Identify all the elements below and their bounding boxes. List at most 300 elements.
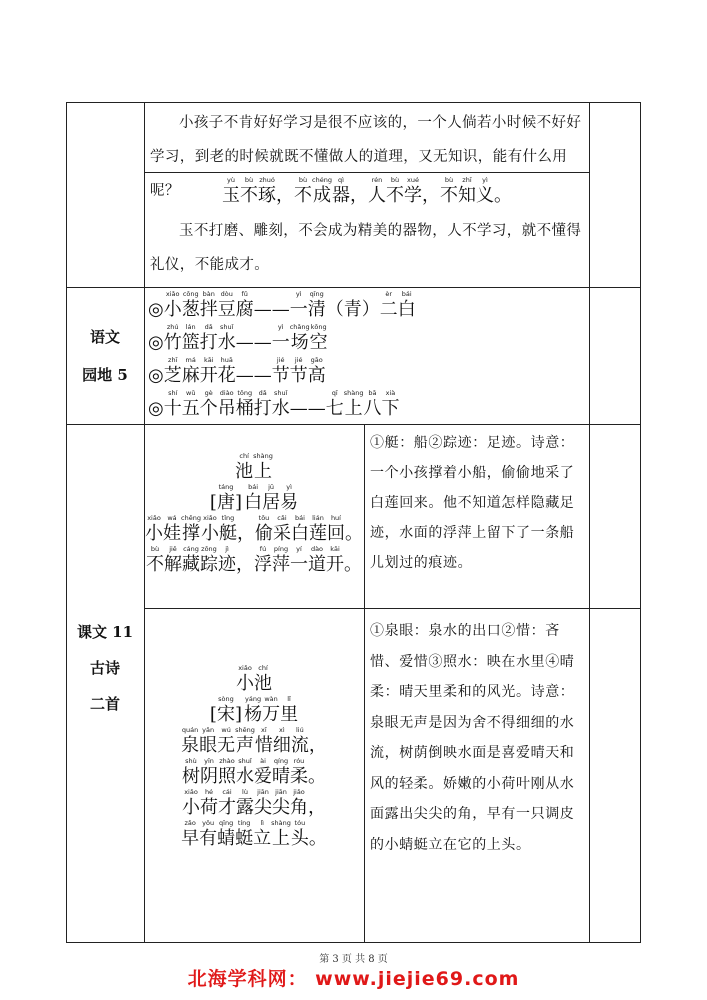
hanzi: 白 xyxy=(244,492,263,513)
hanzi: ] xyxy=(234,704,242,725)
char-with-pinyin xyxy=(236,757,254,788)
row1-explanation: 玉不打磨、雕刻，不会成为精美的器物，人不学习，就不懂得礼仪，不能成才。 xyxy=(150,223,582,273)
pinyin: xiǎo xyxy=(147,514,161,522)
hanzi: 有 xyxy=(199,828,218,849)
hanzi: 高 xyxy=(307,365,326,386)
proverb-line xyxy=(144,176,590,207)
hanzi: 浮 xyxy=(254,554,272,575)
poem2-block xyxy=(144,664,364,850)
hanzi: 水 xyxy=(236,766,254,787)
hanzi: 蜻 xyxy=(217,828,236,849)
hanzi: 树 xyxy=(182,766,200,787)
char-with-pinyin xyxy=(240,176,258,207)
char-with-pinyin xyxy=(255,726,273,757)
char-with-pinyin xyxy=(148,290,164,321)
hanzi: 头 xyxy=(290,828,309,849)
char-with-pinyin xyxy=(164,356,182,387)
char-with-pinyin xyxy=(309,819,327,850)
poem-line xyxy=(144,757,364,788)
char-with-pinyin xyxy=(380,290,398,321)
pinyin: bái xyxy=(248,483,259,491)
hanzi: 小 xyxy=(236,673,254,694)
row3-label-line1: 课文 11 xyxy=(76,623,134,641)
hanzi: 白 xyxy=(397,299,416,320)
pinyin xyxy=(212,483,214,492)
hanzi: 流 xyxy=(290,735,309,756)
pinyin xyxy=(353,514,355,523)
pinyin xyxy=(237,483,239,492)
pinyin: yáng xyxy=(245,695,262,703)
char-with-pinyin xyxy=(182,323,200,354)
hanzi: 踪 xyxy=(200,554,218,575)
hanzi: 花 xyxy=(217,365,236,386)
pinyin xyxy=(271,290,273,299)
char-with-pinyin xyxy=(273,514,291,545)
char-with-pinyin xyxy=(235,452,253,483)
char-with-pinyin xyxy=(236,389,254,420)
pinyin xyxy=(316,788,318,797)
char-with-pinyin xyxy=(181,514,201,545)
char-with-pinyin xyxy=(163,514,181,545)
pinyin: shēng xyxy=(235,726,255,734)
hanzi: 白 xyxy=(290,523,309,544)
hanzi: 角 xyxy=(290,797,308,818)
hanzi: 水 xyxy=(271,398,290,419)
char-with-pinyin xyxy=(291,726,309,757)
char-with-pinyin xyxy=(345,514,363,545)
char-with-pinyin xyxy=(236,545,254,576)
hanzi: 豆 xyxy=(217,299,236,320)
pinyin: tǒng xyxy=(237,389,253,397)
char-with-pinyin xyxy=(254,664,272,695)
hanzi: 。 xyxy=(344,523,363,544)
hanzi: 易 xyxy=(280,492,299,513)
row2-label xyxy=(66,318,144,394)
pinyin: shuǐ xyxy=(220,323,234,331)
hanzi: 娃 xyxy=(163,523,182,544)
pinyin xyxy=(253,323,255,332)
char-with-pinyin xyxy=(244,483,262,514)
pinyin: lù xyxy=(242,788,248,796)
char-with-pinyin xyxy=(164,545,182,576)
hanzi: 小 xyxy=(163,299,182,320)
char-with-pinyin xyxy=(326,389,344,420)
hanzi: 拌 xyxy=(199,299,218,320)
char-with-pinyin xyxy=(253,819,271,850)
pinyin: yì xyxy=(286,483,292,491)
hanzi: 成 xyxy=(312,185,331,206)
pinyin: tōu xyxy=(258,514,270,522)
pinyin: yì xyxy=(482,176,488,184)
hanzi: 藏 xyxy=(182,554,200,575)
pinyin: yì xyxy=(277,323,284,331)
pinyin: jì xyxy=(225,545,229,553)
hanzi: 打 xyxy=(199,332,218,353)
hanzi: 不 xyxy=(294,185,313,206)
pinyin: gāo xyxy=(310,356,323,364)
char-with-pinyin xyxy=(255,514,273,545)
hanzi: 小 xyxy=(182,797,200,818)
char-with-pinyin xyxy=(218,389,236,420)
char-with-pinyin xyxy=(182,757,200,788)
char-with-pinyin xyxy=(182,788,200,819)
pinyin xyxy=(316,757,318,766)
char-with-pinyin xyxy=(218,356,236,387)
pinyin: dǎ xyxy=(258,389,267,397)
hanzi: ， xyxy=(236,554,254,575)
hanzi: ◎ xyxy=(148,398,164,419)
hanzi: 莲 xyxy=(308,523,327,544)
pinyin: yù xyxy=(227,176,235,184)
pinyin xyxy=(317,726,319,735)
pinyin: xiǎo xyxy=(165,290,180,298)
hanzi: 照 xyxy=(218,766,236,787)
hanzi: 宋 xyxy=(216,704,235,725)
char-with-pinyin xyxy=(312,176,332,207)
row3-inner-divider xyxy=(144,608,641,609)
char-with-pinyin xyxy=(350,176,368,207)
hanzi: 不 xyxy=(385,185,404,206)
hanzi: 晴 xyxy=(272,766,290,787)
hanzi: 一 xyxy=(290,554,308,575)
pinyin xyxy=(307,389,309,398)
hanzi: 麻 xyxy=(181,365,200,386)
char-with-pinyin xyxy=(308,757,326,788)
char-with-pinyin xyxy=(181,726,199,757)
char-with-pinyin xyxy=(236,356,272,387)
hanzi: 上 xyxy=(344,398,363,419)
pinyin: má xyxy=(185,356,196,364)
poem-title xyxy=(144,452,364,483)
char-with-pinyin xyxy=(164,290,182,321)
char-with-pinyin xyxy=(363,389,381,420)
pinyin: yīn xyxy=(204,757,214,765)
hanzi: 里 xyxy=(280,704,299,725)
hanzi: 一 xyxy=(271,332,290,353)
char-with-pinyin xyxy=(308,545,326,576)
char-with-pinyin xyxy=(476,176,494,207)
char-with-pinyin xyxy=(217,726,235,757)
char-with-pinyin xyxy=(210,483,217,514)
pinyin: fǔ xyxy=(241,290,248,298)
hanzi: 尖 xyxy=(254,797,272,818)
hanzi: 义 xyxy=(475,185,494,206)
char-with-pinyin xyxy=(236,788,254,819)
pinyin: zhú xyxy=(166,323,179,331)
hanzi: 。 xyxy=(308,766,326,787)
hanzi: 不 xyxy=(146,554,164,575)
pinyin: cái xyxy=(222,788,232,796)
pinyin: chǎng xyxy=(289,323,310,331)
hanzi: [ xyxy=(209,492,217,513)
pinyin: wá xyxy=(167,514,177,522)
row2-label-line1: 语文 xyxy=(89,328,120,346)
hanzi: 二 xyxy=(379,299,398,320)
pinyin: yí xyxy=(296,545,302,553)
pinyin: cáng xyxy=(183,545,199,553)
char-with-pinyin xyxy=(217,695,235,726)
char-with-pinyin xyxy=(273,726,291,757)
char-with-pinyin xyxy=(310,323,328,354)
hanzi: 开 xyxy=(199,365,218,386)
pinyin: jié xyxy=(294,356,303,364)
char-with-pinyin xyxy=(200,290,218,321)
hanzi: 道 xyxy=(308,554,326,575)
pinyin: píng xyxy=(273,545,289,553)
char-with-pinyin xyxy=(218,757,236,788)
pinyin: kāi xyxy=(203,356,214,364)
pinyin xyxy=(245,514,247,523)
hanzi: 一 xyxy=(289,299,308,320)
pinyin: qī xyxy=(331,389,338,397)
hanzi: 撑 xyxy=(181,523,200,544)
pinyin: lián xyxy=(312,514,324,522)
hanzi: 五 xyxy=(181,398,200,419)
pinyin: lì xyxy=(260,819,264,827)
pinyin: zhuó xyxy=(259,176,275,184)
pinyin: huā xyxy=(220,356,233,364)
pinyin: hé xyxy=(204,788,214,796)
hanzi: 上 xyxy=(254,461,272,482)
char-with-pinyin xyxy=(236,664,254,695)
row-divider-2 xyxy=(66,424,641,425)
hanzi: 八 xyxy=(363,398,382,419)
pinyin: tóu xyxy=(294,819,306,827)
hanzi: 阴 xyxy=(200,766,218,787)
char-with-pinyin xyxy=(222,176,240,207)
pinyin: dào xyxy=(310,545,324,553)
char-with-pinyin xyxy=(344,389,364,420)
hanzi: 早 xyxy=(181,828,200,849)
char-with-pinyin xyxy=(236,323,272,354)
pinyin xyxy=(155,389,157,398)
table-border-right xyxy=(640,102,641,942)
char-with-pinyin xyxy=(200,389,218,420)
pinyin: qīng xyxy=(309,290,324,298)
char-with-pinyin xyxy=(200,788,218,819)
pinyin: xiǎo xyxy=(203,514,217,522)
pinyin: shù xyxy=(185,757,197,765)
table-border-top xyxy=(66,102,641,103)
pinyin: qīng xyxy=(219,819,234,827)
hanzi: 个 xyxy=(199,398,218,419)
char-with-pinyin xyxy=(200,545,218,576)
hanzi: 回 xyxy=(326,523,345,544)
char-with-pinyin xyxy=(254,788,272,819)
pinyin: sòng xyxy=(218,695,234,703)
row3-label-line3: 二首 xyxy=(89,695,120,713)
char-with-pinyin xyxy=(458,176,476,207)
hanzi: ， xyxy=(308,797,326,818)
pinyin: shuǐ xyxy=(274,389,288,397)
pinyin: xiǎo xyxy=(184,788,198,796)
hanzi: 节 xyxy=(271,365,290,386)
pinyin: fú xyxy=(259,545,267,553)
hanzi: 万 xyxy=(262,704,281,725)
pinyin: qì xyxy=(338,176,344,184)
hanzi: 声 xyxy=(235,735,254,756)
char-with-pinyin xyxy=(244,695,262,726)
hanzi: 腐 xyxy=(235,299,254,320)
row2-label-line2: 园地 5 xyxy=(82,366,128,384)
hanzi: 葱 xyxy=(181,299,200,320)
idiom-item xyxy=(148,356,586,387)
hanzi: 器 xyxy=(331,185,350,206)
pinyin xyxy=(352,290,354,299)
table-border-bottom xyxy=(66,942,641,943)
hanzi: 偷 xyxy=(254,523,273,544)
char-with-pinyin xyxy=(327,514,345,545)
pinyin xyxy=(430,176,432,185)
hanzi: [ xyxy=(209,704,217,725)
pinyin xyxy=(244,545,246,554)
hanzi: 水 xyxy=(217,332,236,353)
char-with-pinyin xyxy=(235,483,242,514)
pinyin: wú xyxy=(221,726,231,734)
table-divider-right xyxy=(589,102,590,942)
pinyin: rén xyxy=(371,176,383,184)
char-with-pinyin xyxy=(290,389,326,420)
pinyin: chēng xyxy=(181,514,201,522)
table-border-left xyxy=(66,102,67,942)
poem-line xyxy=(144,514,364,545)
char-with-pinyin xyxy=(398,290,416,321)
hanzi: 解 xyxy=(164,554,182,575)
hanzi: 荷 xyxy=(200,797,218,818)
char-with-pinyin xyxy=(235,819,253,850)
pinyin xyxy=(317,819,319,828)
hanzi: 场 xyxy=(290,332,309,353)
char-with-pinyin xyxy=(182,389,200,420)
poem2-note: ①泉眼：泉水的出口②惜：吝惜、爱惜③照水：映在水里④晴柔：晴天里柔和的风光。诗意：泉眼无声是因为舍不得细细的水流，树荫倒映水面是喜爱晴天和风的轻柔。娇嫩的小荷叶刚从水面露出尖尖的角，早有一只调皮的小蜻蜓立在它的上头。 xyxy=(370,623,575,853)
hanzi: 人 xyxy=(367,185,386,206)
char-with-pinyin xyxy=(332,176,350,207)
pinyin: xué xyxy=(406,176,419,184)
hanzi: 上 xyxy=(272,828,290,849)
hanzi: 十 xyxy=(163,398,182,419)
char-with-pinyin xyxy=(262,483,280,514)
pinyin: bù xyxy=(444,176,454,184)
char-with-pinyin xyxy=(440,176,458,207)
hanzi: 芝 xyxy=(163,365,182,386)
hanzi: 篮 xyxy=(181,332,200,353)
pinyin: chéng xyxy=(312,176,332,184)
pinyin: tǐng xyxy=(221,514,235,522)
char-with-pinyin xyxy=(404,176,422,207)
char-with-pinyin xyxy=(218,788,236,819)
char-with-pinyin xyxy=(254,389,272,420)
char-with-pinyin xyxy=(290,290,308,321)
char-with-pinyin xyxy=(290,356,308,387)
row3-label-line2: 古诗 xyxy=(89,659,120,677)
char-with-pinyin xyxy=(381,389,399,420)
pinyin: bā xyxy=(368,389,377,397)
pinyin: zhī xyxy=(168,356,178,364)
pinyin: jiǎo xyxy=(293,788,305,796)
hanzi: 竹 xyxy=(163,332,182,353)
pinyin xyxy=(358,176,360,185)
pinyin: shí xyxy=(168,389,178,397)
hanzi: ◎ xyxy=(148,299,164,320)
hanzi: 蜓 xyxy=(235,828,254,849)
row3-label xyxy=(66,614,144,722)
hanzi: 惜 xyxy=(254,735,273,756)
char-with-pinyin xyxy=(309,514,327,545)
hanzi: ， xyxy=(236,523,255,544)
char-with-pinyin xyxy=(422,176,440,207)
hanzi: 节 xyxy=(289,365,308,386)
hanzi: ◎ xyxy=(148,365,164,386)
char-with-pinyin xyxy=(294,176,312,207)
pinyin xyxy=(155,356,157,365)
hanzi: 唐 xyxy=(216,492,235,513)
pinyin: táng xyxy=(218,483,234,491)
pinyin: èr xyxy=(385,290,393,298)
page-info: 第 3 页 共 8 页 xyxy=(319,954,388,965)
hanzi: 采 xyxy=(272,523,291,544)
row2-items xyxy=(148,290,586,422)
char-with-pinyin xyxy=(272,757,290,788)
hanzi: 打 xyxy=(253,398,272,419)
pinyin: liú xyxy=(296,726,304,734)
hanzi: 池 xyxy=(254,673,272,694)
hanzi: 小 xyxy=(145,523,164,544)
char-with-pinyin xyxy=(272,389,290,420)
char-with-pinyin xyxy=(258,176,276,207)
char-with-pinyin xyxy=(262,695,280,726)
pinyin: bái xyxy=(295,514,305,522)
poem-line xyxy=(144,788,364,819)
hanzi: 小 xyxy=(200,523,219,544)
hanzi: —— xyxy=(235,365,272,386)
char-with-pinyin xyxy=(308,356,326,387)
hanzi: —— xyxy=(289,398,326,419)
pinyin: tíng xyxy=(237,819,251,827)
hanzi: 艇 xyxy=(218,523,237,544)
pinyin: shàng xyxy=(253,452,273,460)
hanzi: 迹 xyxy=(218,554,236,575)
pinyin xyxy=(155,323,157,332)
pinyin: zōng xyxy=(201,545,217,553)
pinyin: xiǎo xyxy=(238,664,252,672)
pinyin xyxy=(253,356,255,365)
char-with-pinyin xyxy=(326,545,344,576)
hanzi: 露 xyxy=(236,797,254,818)
poem-author xyxy=(144,483,364,514)
char-with-pinyin xyxy=(200,323,218,354)
pinyin: dòu xyxy=(220,290,233,298)
pinyin: xì xyxy=(279,726,285,734)
hanzi: 清 xyxy=(307,299,326,320)
hanzi: 桶 xyxy=(235,398,254,419)
poem1-block xyxy=(144,452,364,576)
char-with-pinyin xyxy=(236,290,254,321)
hanzi: 立 xyxy=(253,828,272,849)
char-with-pinyin xyxy=(182,545,200,576)
pinyin: bù xyxy=(298,176,308,184)
hanzi: 杨 xyxy=(244,704,263,725)
site-brand[interactable]: 北海学科网： www.jiejie69.com xyxy=(187,968,520,990)
pinyin: cōng xyxy=(182,290,199,298)
pinyin: dǎ xyxy=(204,323,213,331)
pinyin: róu xyxy=(293,757,305,765)
char-with-pinyin xyxy=(344,545,362,576)
pinyin: jiān xyxy=(257,788,269,796)
hanzi: 爱 xyxy=(254,766,272,787)
row1-paragraph: 小孩子不肯好好学习是很不应该的，一个人倘若小时候不好好学习，到老的时候就既不懂做人的道理，又无知识，能有什么用呢？ xyxy=(150,115,582,199)
char-with-pinyin xyxy=(210,695,217,726)
char-with-pinyin xyxy=(290,323,310,354)
